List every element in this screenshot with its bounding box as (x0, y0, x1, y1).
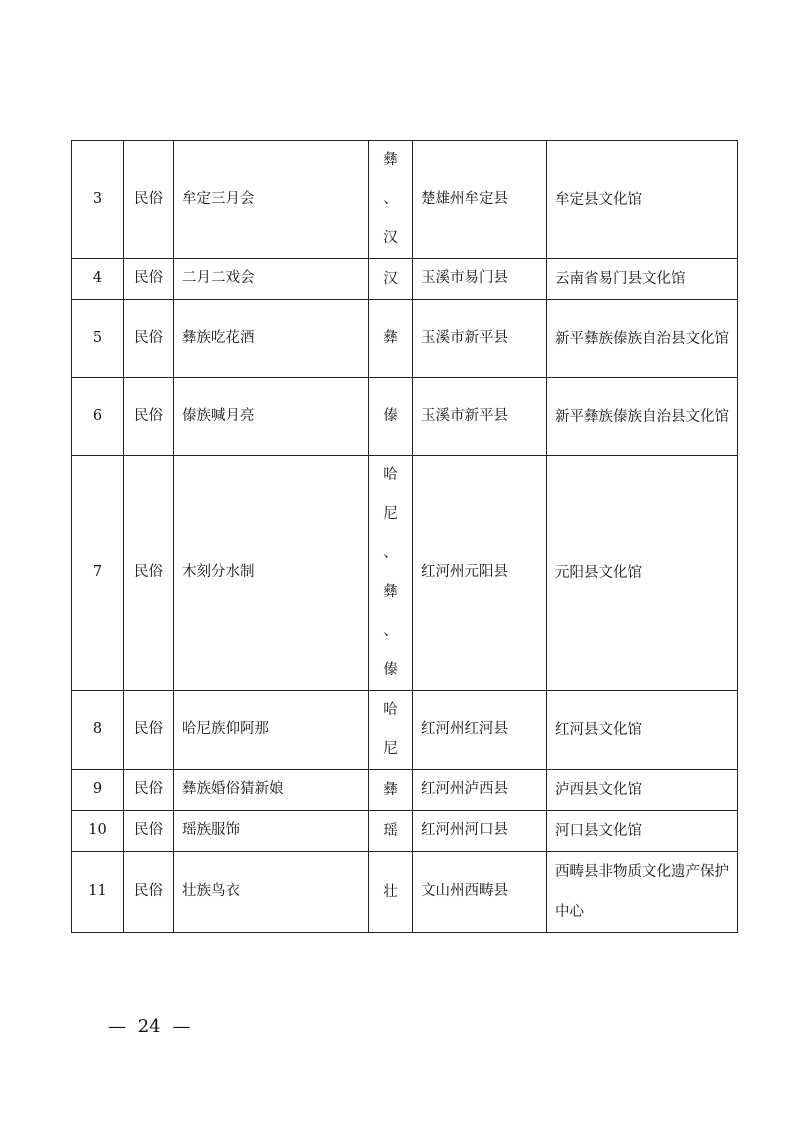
page-number: 24 (137, 1016, 161, 1037)
cell-protection-unit: 新平彝族傣族自治县文化馆 (547, 378, 738, 456)
cell-category: 民俗 (124, 141, 174, 259)
cell-ethnic-group (369, 456, 413, 691)
table-row (72, 141, 738, 259)
cell-region: 玉溪市易门县 (413, 259, 547, 300)
cell-protection-unit: 河口县文化馆 (547, 811, 738, 852)
ethnic-group-text: 彝 (383, 330, 398, 346)
page-footer (108, 1016, 190, 1037)
cell-protection-unit: 云南省易门县文化馆 (547, 259, 738, 300)
cell-category: 民俗 (124, 456, 174, 691)
cell-ethnic-group (369, 259, 413, 300)
cell-number: 3 (72, 141, 124, 259)
cell-item-name: 傣族喊月亮 (174, 378, 369, 456)
cell-protection-unit: 红河县文化馆 (547, 691, 738, 770)
ethnic-group-text: 汉 (383, 270, 398, 287)
table-row (72, 300, 738, 378)
cell-ethnic-group (369, 811, 413, 852)
cell-number: 10 (72, 811, 124, 852)
cell-number: 9 (72, 770, 124, 811)
cell-region: 红河州泸西县 (413, 770, 547, 811)
cell-protection-unit: 元阳县文化馆 (547, 456, 738, 691)
ethnic-group-text: 哈 尼 (383, 702, 398, 757)
cell-category: 民俗 (124, 770, 174, 811)
cell-item-name: 木刻分水制 (174, 456, 369, 691)
cell-item-name: 壮族鸟衣 (174, 852, 369, 933)
table-body (72, 141, 738, 933)
ethnic-group-text: 彝 (383, 781, 398, 798)
ethnic-group-text: 彝 、 汉 (383, 152, 398, 246)
cell-category: 民俗 (124, 852, 174, 933)
table-row (72, 259, 738, 300)
table-row (72, 770, 738, 811)
cell-ethnic-group (369, 691, 413, 770)
cell-ethnic-group (369, 378, 413, 456)
cell-region: 文山州西畴县 (413, 852, 547, 933)
cell-number: 11 (72, 852, 124, 933)
cell-number: 6 (72, 378, 124, 456)
heritage-table (71, 140, 738, 933)
cell-region: 玉溪市新平县 (413, 300, 547, 378)
table-row (72, 852, 738, 933)
cell-protection-unit: 牟定县文化馆 (547, 141, 738, 259)
cell-number: 5 (72, 300, 124, 378)
cell-category: 民俗 (124, 378, 174, 456)
cell-region: 红河州红河县 (413, 691, 547, 770)
cell-item-name: 哈尼族仰阿那 (174, 691, 369, 770)
cell-item-name: 牟定三月会 (174, 141, 369, 259)
cell-ethnic-group (369, 852, 413, 933)
cell-category: 民俗 (124, 259, 174, 300)
ethnic-group-text: 瑶 (383, 822, 398, 839)
ethnic-group-text: 哈 尼 、 彝 、 傣 (383, 467, 398, 678)
ethnic-group-text: 傣 (383, 408, 398, 424)
cell-item-name: 二月二戏会 (174, 259, 369, 300)
table-row (72, 691, 738, 770)
ethnic-group-text: 壮 (383, 883, 398, 900)
cell-item-name: 彝族婚俗猜新娘 (174, 770, 369, 811)
cell-region: 红河州河口县 (413, 811, 547, 852)
footer-dash-right: — (172, 1016, 191, 1037)
cell-category: 民俗 (124, 300, 174, 378)
cell-region: 玉溪市新平县 (413, 378, 547, 456)
cell-protection-unit: 西畴县非物质文化遗产保护中心 (547, 852, 738, 933)
cell-item-name: 彝族吃花酒 (174, 300, 369, 378)
cell-ethnic-group (369, 770, 413, 811)
cell-region: 红河州元阳县 (413, 456, 547, 691)
cell-category: 民俗 (124, 691, 174, 770)
cell-number: 4 (72, 259, 124, 300)
table-row (72, 378, 738, 456)
footer-dash-left: — (108, 1016, 126, 1037)
cell-region: 楚雄州牟定县 (413, 141, 547, 259)
cell-ethnic-group (369, 300, 413, 378)
cell-protection-unit: 泸西县文化馆 (547, 770, 738, 811)
cell-ethnic-group (369, 141, 413, 259)
cell-item-name: 瑶族服饰 (174, 811, 369, 852)
cell-number: 8 (72, 691, 124, 770)
table-row (72, 811, 738, 852)
cell-category: 民俗 (124, 811, 174, 852)
cell-number: 7 (72, 456, 124, 691)
cell-protection-unit: 新平彝族傣族自治县文化馆 (547, 300, 738, 378)
table-row (72, 456, 738, 691)
